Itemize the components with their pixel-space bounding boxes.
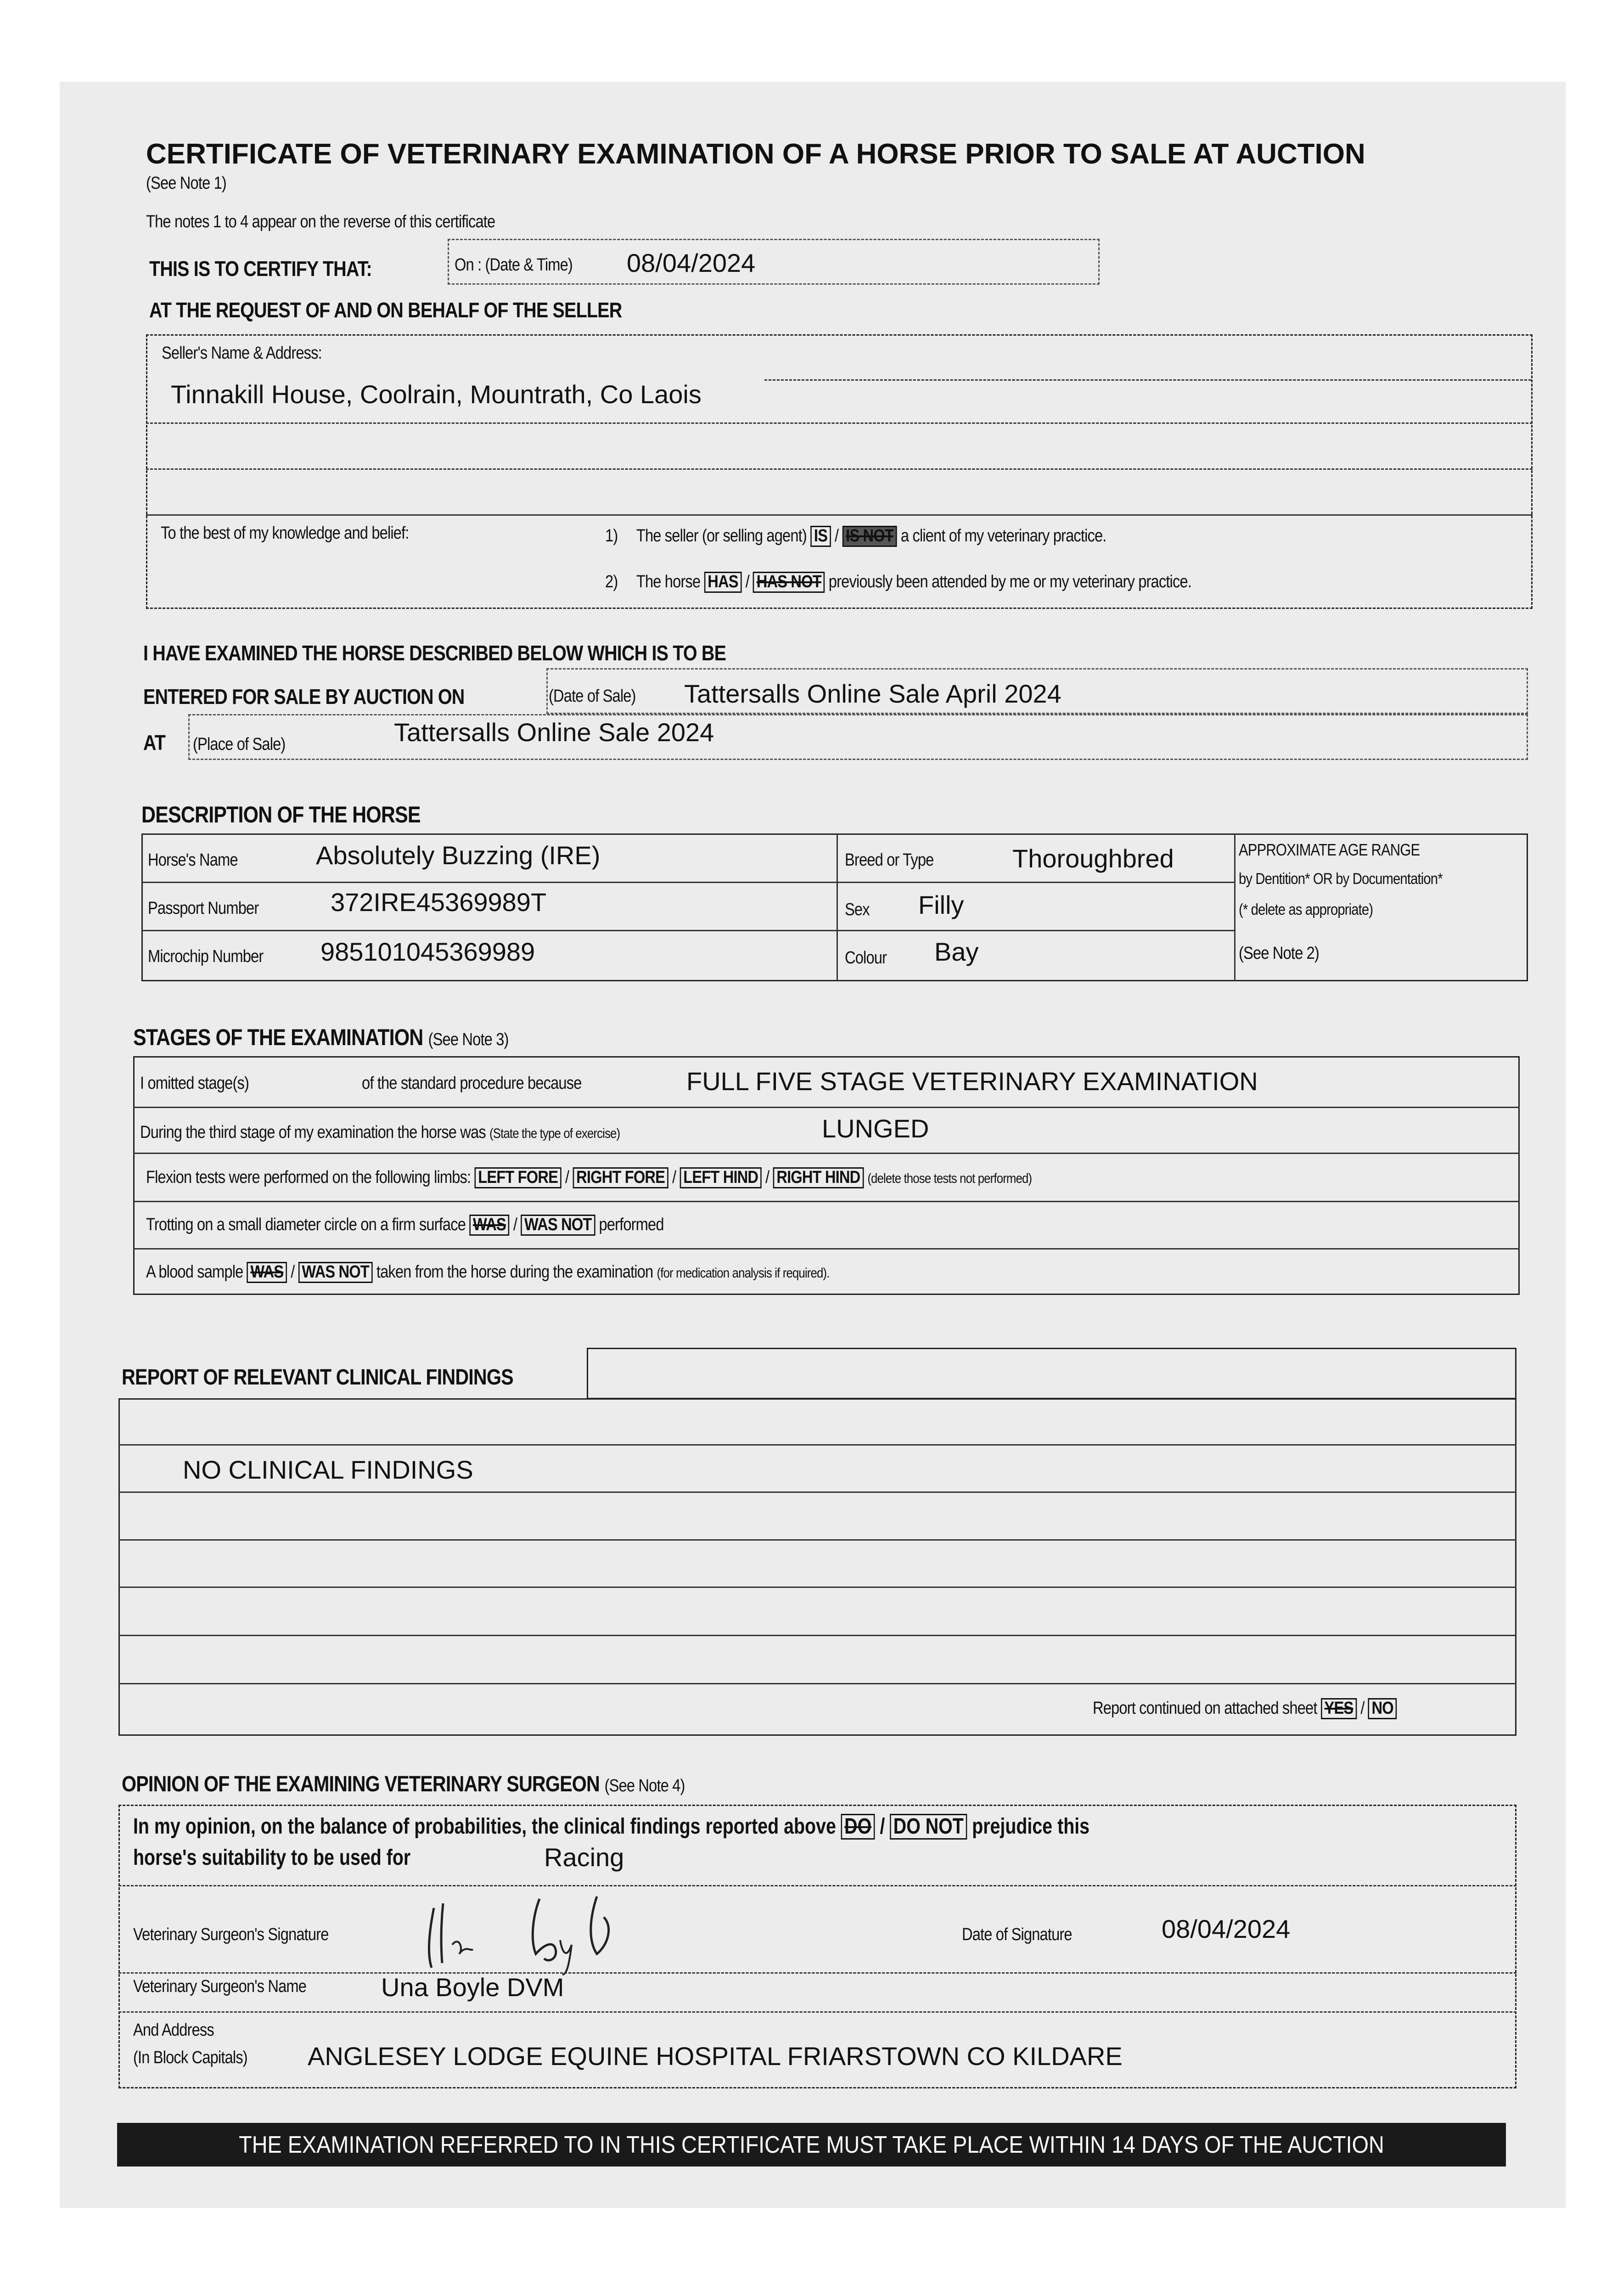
opinion-line-divider-3 <box>118 2011 1516 2013</box>
limb-left-hind: LEFT HIND <box>680 1167 762 1188</box>
trot-row: Trotting on a small diameter circle on a firm surface WAS / WAS NOT performed <box>146 1215 664 1236</box>
statement-1-option-is: IS <box>810 526 831 547</box>
seller-address: Tinnakill House, Coolrain, Mountrath, Co Laois <box>171 380 702 409</box>
third-stage-note: (State the type of exercise) <box>489 1126 620 1141</box>
seller-line-2 <box>146 422 1533 424</box>
place-of-sale-label: (Place of Sale) <box>193 735 286 754</box>
trot-post: performed <box>599 1215 664 1234</box>
seller-line-4 <box>146 514 1533 516</box>
age-range-delete-note: (* delete as appropriate) <box>1239 901 1373 918</box>
limb-right-hind: RIGHT HIND <box>773 1167 864 1188</box>
signature-label: Veterinary Surgeon's Signature <box>133 1925 329 1944</box>
on-label: On : (Date & Time) <box>455 255 573 275</box>
opinion-option-do: DO <box>841 1814 875 1840</box>
omitted-pre: I omitted stage(s) <box>140 1074 249 1093</box>
report-heading-box <box>587 1348 1516 1399</box>
seller-label: Seller's Name & Address: <box>162 343 322 363</box>
statement-2-post: previously been attended by me or my veterinary practice. <box>828 572 1191 591</box>
limb-left-fore: LEFT FORE <box>474 1167 561 1188</box>
statement-2-option-has-not: HAS NOT <box>753 572 825 593</box>
microchip-value: 985101045369989 <box>320 937 535 966</box>
report-option-yes: YES <box>1321 1698 1357 1719</box>
examined-line-1: I HAVE EXAMINED THE HORSE DESCRIBED BELOW WHICH IS TO BE <box>143 641 726 665</box>
place-of-sale-value: Tattersalls Online Sale 2024 <box>394 718 714 747</box>
at-label: AT <box>143 731 166 754</box>
opinion-heading-row <box>122 1772 685 1797</box>
opinion-pre: In my opinion, on the balance of probabilities, the clinical findings reported above <box>133 1814 836 1839</box>
third-stage-label <box>140 1123 620 1142</box>
notes-text: The notes 1 to 4 appear on the reverse of this certificate <box>146 212 495 231</box>
opinion-use-value: Racing <box>544 1843 624 1872</box>
address-label-1: And Address <box>133 2020 214 2040</box>
place-of-sale-field <box>188 714 1528 760</box>
seller-line-1 <box>764 379 1531 381</box>
opinion-heading: OPINION OF THE EXAMINING VETERINARY SURGEON <box>122 1772 600 1796</box>
report-heading: REPORT OF RELEVANT CLINICAL FINDINGS <box>122 1365 513 1390</box>
surgeon-name-label: Veterinary Surgeon's Name <box>133 1977 307 1996</box>
footer-text: THE EXAMINATION REFERRED TO IN THIS CERTIFICATE MUST TAKE PLACE WITHIN 14 DAYS OF THE AUCTION <box>239 2132 1384 2158</box>
age-range-method: by Dentition* OR by Documentation* <box>1239 870 1443 888</box>
stages-heading <box>133 1024 509 1051</box>
report-line-4 <box>118 1587 1516 1588</box>
passport-value: 372IRE45369989T <box>331 888 547 917</box>
breed-value: Thoroughbred <box>1012 844 1174 873</box>
blood-row: A blood sample WAS / WAS NOT taken from the horse during the examination (for medication analysis if required). <box>146 1262 830 1283</box>
report-option-no: NO <box>1368 1698 1397 1719</box>
limb-right-fore: RIGHT FORE <box>573 1167 668 1188</box>
report-line-6 <box>118 1683 1516 1684</box>
stages-heading-text: STAGES OF THE EXAMINATION <box>133 1024 423 1050</box>
statement-1-num: 1) <box>605 526 618 546</box>
report-line-5 <box>118 1635 1516 1636</box>
report-continued-row: Report continued on attached sheet YES / NO <box>1093 1698 1397 1719</box>
report-line-1 <box>118 1444 1516 1446</box>
passport-label: Passport Number <box>148 899 259 918</box>
horse-name-label: Horse's Name <box>148 850 238 870</box>
statement-2 <box>605 572 1191 593</box>
flexion-note: (delete those tests not performed) <box>867 1171 1032 1186</box>
flexion-label: Flexion tests were performed on the following limbs: <box>146 1168 471 1187</box>
blood-option-was-not: WAS NOT <box>298 1262 373 1283</box>
veterinary-signature <box>416 1890 654 1977</box>
desc-row-line-2 <box>141 930 1234 931</box>
statement-1-option-is-not: IS NOT <box>842 526 897 547</box>
age-range-label: APPROXIMATE AGE RANGE <box>1239 840 1420 859</box>
stages-line-2 <box>133 1153 1520 1154</box>
statement-1-pre: The seller (or selling agent) <box>636 526 807 546</box>
blood-pre: A blood sample <box>146 1262 243 1282</box>
opinion-post: prejudice this <box>972 1814 1090 1839</box>
knowledge-label: To the best of my knowledge and belief: <box>161 523 409 543</box>
stages-line-4 <box>133 1248 1520 1249</box>
statement-2-pre: The horse <box>636 572 701 591</box>
opinion-line-divider-2 <box>118 1972 1516 1974</box>
report-box <box>118 1398 1516 1736</box>
date-of-signature-label: Date of Signature <box>962 1925 1072 1944</box>
opinion-line-divider-1 <box>118 1885 1516 1886</box>
surgeon-name-value: Una Boyle DVM <box>381 1973 564 2002</box>
blood-option-was: WAS <box>247 1262 287 1283</box>
colour-value: Bay <box>934 937 979 966</box>
statement-1-sep: / <box>834 526 839 546</box>
statement-2-sep: / <box>745 572 749 591</box>
third-stage-value: LUNGED <box>822 1114 929 1143</box>
desc-row-line-1 <box>141 882 1234 883</box>
horse-name-value: Absolutely Buzzing (IRE) <box>316 841 601 870</box>
report-continued-label: Report continued on attached sheet <box>1093 1699 1317 1718</box>
breed-label: Breed or Type <box>845 850 934 870</box>
age-range-see-note: (See Note 2) <box>1239 944 1319 963</box>
on-value: 08/04/2024 <box>627 248 756 277</box>
certificate-title: CERTIFICATE OF VETERINARY EXAMINATION OF A HORSE PRIOR TO SALE AT AUCTION <box>146 138 1365 170</box>
microchip-label: Microchip Number <box>148 947 264 966</box>
date-of-sale-label: (Date of Sale) <box>549 687 636 706</box>
stages-line-3 <box>133 1201 1520 1202</box>
blood-post: taken from the horse during the examination <box>376 1262 653 1282</box>
description-heading: DESCRIPTION OF THE HORSE <box>141 802 421 827</box>
certify-label: THIS IS TO CERTIFY THAT: <box>149 257 372 281</box>
statement-2-option-has: HAS <box>704 572 741 593</box>
report-line-3 <box>118 1539 1516 1541</box>
date-of-sale-value: Tattersalls Online Sale April 2024 <box>684 679 1061 708</box>
date-of-signature-value: 08/04/2024 <box>1162 1914 1291 1943</box>
footer-bar <box>117 2123 1506 2167</box>
colour-label: Colour <box>845 948 887 968</box>
statement-1 <box>605 526 1106 547</box>
see-note-4: (See Note 4) <box>604 1776 685 1795</box>
see-note-3: (See Note 3) <box>428 1030 509 1049</box>
opinion-option-do-not: DO NOT <box>890 1814 967 1840</box>
trot-option-was: WAS <box>469 1215 509 1236</box>
opinion-line-1: In my opinion, on the balance of probabilities, the clinical findings reported above DO / DO NOT prejudice this <box>133 1814 1089 1840</box>
examined-line-2: ENTERED FOR SALE BY AUCTION ON <box>143 685 465 709</box>
opinion-line-2: horse's suitability to be used for <box>133 1846 411 1870</box>
sex-label: Sex <box>845 900 870 919</box>
see-note-1: (See Note 1) <box>146 174 226 193</box>
flexion-row: Flexion tests were performed on the following limbs: LEFT FORE / RIGHT FORE / LEFT HIND / RIGHT HIND (delete those tests not performed) <box>146 1167 1032 1188</box>
seller-box <box>146 334 1533 609</box>
report-value: NO CLINICAL FINDINGS <box>183 1455 473 1484</box>
seller-line-3 <box>146 468 1533 470</box>
statement-1-post: a client of my veterinary practice. <box>900 526 1106 546</box>
statement-2-num: 2) <box>605 572 618 591</box>
omitted-mid: of the standard procedure because <box>362 1074 582 1093</box>
sex-value: Filly <box>918 890 964 919</box>
trot-label: Trotting on a small diameter circle on a firm surface <box>146 1215 466 1234</box>
request-label: AT THE REQUEST OF AND ON BEHALF OF THE SELLER <box>149 298 622 322</box>
trot-option-was-not: WAS NOT <box>521 1215 595 1236</box>
omitted-value: FULL FIVE STAGE VETERINARY EXAMINATION <box>686 1067 1258 1096</box>
stages-line-1 <box>133 1107 1520 1108</box>
desc-divider-1 <box>837 833 838 981</box>
blood-note: (for medication analysis if required). <box>657 1266 830 1281</box>
address-value: ANGLESEY LODGE EQUINE HOSPITAL FRIARSTOWN CO KILDARE <box>308 2042 1123 2071</box>
desc-divider-2 <box>1234 833 1236 981</box>
third-stage-text: During the third stage of my examination the horse was <box>140 1123 486 1142</box>
report-line-2 <box>118 1491 1516 1493</box>
address-label-2: (In Block Capitals) <box>133 2048 247 2067</box>
